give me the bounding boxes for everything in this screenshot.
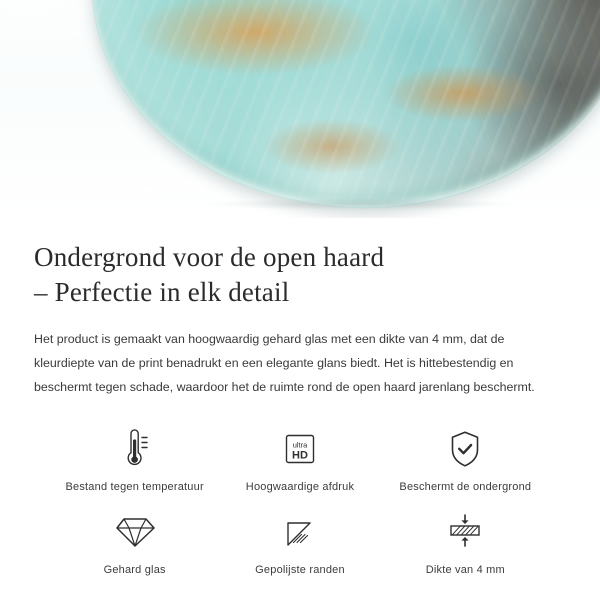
thickness-arrows-icon [443,509,487,555]
shield-check-icon [446,426,484,472]
headline-line-1: Ondergrond voor de open haard [34,242,385,272]
feature-label: Gehard glas [103,563,166,576]
feature-item-tempered-glass [52,509,217,576]
svg-text:HD: HD [292,449,308,462]
feature-item-temperature [52,426,217,493]
feature-label: Gepolijste randen [255,563,345,576]
feature-item-thickness [383,509,548,576]
feature-label: Beschermt de ondergrond [399,480,532,493]
svg-text:ultra: ultra [292,440,308,450]
ultra-hd-icon [280,426,320,472]
headline-line-2: – Perfectie in elk detail [34,276,290,307]
page-title [34,240,566,309]
feature-item-polished-edges [217,509,382,576]
round-glass-panel-image [92,0,600,208]
thermometer-icon [118,426,152,472]
hero-image [0,0,600,218]
description-paragraph: Het product is gemaakt van hoogwaardig gehard glas met een dikte van 4 mm, dat de kleurdiepte van de print benadrukt en een elegante glans biedt. Het is hittebestendig en beschermt tegen schade, waardoor het de ruimte rond de open haard jarenlang beschermt. [34,332,535,395]
diamond-icon [114,509,156,555]
abstract-teal-gold-artwork [92,0,600,208]
feature-item-print-quality [217,426,382,493]
text-content [0,240,600,576]
feature-grid [34,426,566,576]
feature-item-surface-protection [383,426,548,493]
feature-label: Dikte van 4 mm [425,563,505,576]
polished-edges-icon [280,509,320,555]
feature-label: Bestand tegen temperatuur [65,480,204,493]
feature-label: Hoogwaardige afdruk [245,480,355,493]
